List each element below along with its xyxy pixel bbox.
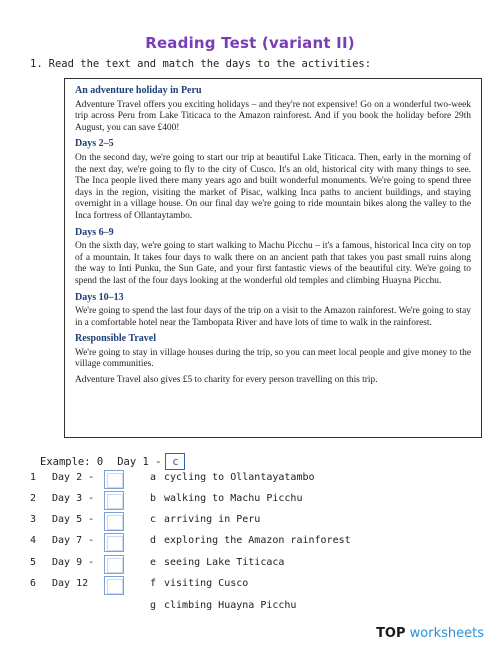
item-number: 5 [30, 557, 37, 568]
item-day: Day 12 [52, 578, 89, 589]
activity-text: seeing Lake Titicaca [164, 557, 285, 568]
activity-letter: c [150, 514, 157, 525]
text-heading: An adventure holiday in Peru [75, 85, 202, 96]
answer-input[interactable] [104, 576, 124, 595]
list-item [0, 533, 500, 553]
item-day: Day 9 - [52, 557, 95, 568]
list-item [0, 512, 500, 532]
brand-logo [376, 626, 484, 641]
activity-text: climbing Huayna Picchu [164, 600, 297, 611]
item-day: Day 2 - [52, 472, 95, 483]
answer-input[interactable] [104, 491, 124, 510]
activity-letter: d [150, 535, 157, 546]
worksheet-title: Reading Test (variant II) [145, 34, 355, 52]
reading-text-box [64, 78, 482, 438]
section-heading-days-10-13: Days 10–13 [75, 291, 124, 303]
activity-letter: g [150, 600, 157, 611]
section-body-days-2-5: On the second day, we're going to start our trip at beautiful Lake Titicaca. Then, early in the morning of the next day, we're going to fly to the city of Cusco. It's an old, historical city with many things to see. The Inca people lived there many years ago and built wonderful monuments. We're going to spend three days in the region, visiting the market of Pisac, walking Inca paths to ancient buildings, and staying overnight in a village house. On our final day we're going to ride mountain bikes along the valley to the Inca fortress of Ollantaytambo. [75, 152, 471, 221]
text-closing: Adventure Travel also gives £5 to charity for every person travelling on this trip. [75, 375, 378, 386]
list-item [0, 555, 500, 575]
item-number: 6 [30, 578, 37, 589]
section-body-responsible-travel: We're going to stay in village houses during the trip, so you can meet local people and give money to the village communities. [75, 347, 471, 370]
activity-text: walking to Machu Picchu [164, 493, 303, 504]
task-instruction [30, 58, 371, 70]
activity-text: visiting Cusco [164, 578, 249, 589]
item-number: 2 [30, 493, 37, 504]
item-day: Day 3 - [52, 493, 95, 504]
section-body-days-6-9: On the sixth day, we're going to start walking to Machu Picchu – it's a famous, historical Inca city on top of a mountain. It takes four days to walk there on an ancient path that takes you past small ruins along the way to Inti Punku, the Sun Gate, and your first fantastic views of the beautiful city. We're going to spend the last of the four days looking at the wonderful old temples and climbing Huayna Picchu. [75, 241, 471, 286]
example-day: Day 1 - [117, 455, 162, 468]
section-heading-days-6-9: Days 6–9 [75, 226, 114, 238]
activity-letter: b [150, 493, 157, 504]
activity-letter: f [150, 578, 157, 589]
list-item [0, 576, 500, 596]
example-answer-box: c [165, 453, 185, 470]
answer-input[interactable] [104, 555, 124, 574]
text-intro: Adventure Travel offers you exciting holidays – and they're not expensive! Go on a wonderful two-week trip across Peru from Lake Titicaca to the Amazon rainforest. And if you book the holiday before 29th August, you can save £400! [75, 99, 471, 133]
item-number: 4 [30, 535, 37, 546]
activity-text: cycling to Ollantayatambo [164, 472, 315, 483]
example-row [40, 453, 185, 470]
answer-input[interactable] [104, 533, 124, 552]
activity-text: exploring the Amazon rainforest [164, 535, 351, 546]
section-heading-responsible-travel: Responsible Travel [75, 333, 157, 345]
item-day: Day 7 - [52, 535, 95, 546]
activity-text: arriving in Peru [164, 514, 261, 525]
list-item [0, 598, 500, 618]
item-number: 1 [30, 472, 37, 483]
section-body-days-10-13: We're going to spend the last four days of the trip on a visit to the Amazon rainforest. We're going to stay in a comfortable hotel near the Tambopata River and have lots of time to walk in the rainforest. [75, 306, 471, 328]
brand-top: TOP [376, 626, 406, 641]
answer-input[interactable] [104, 512, 124, 531]
answer-input[interactable] [104, 470, 124, 489]
item-day: Day 5 - [52, 514, 95, 525]
activity-letter: e [150, 557, 157, 568]
item-number: 3 [30, 514, 37, 525]
brand-worksheets: worksheets [409, 626, 484, 641]
task-number: 1. [30, 58, 43, 70]
list-item [0, 470, 500, 490]
task-instruction-text: Read the text and match the days to the activities: [48, 58, 372, 70]
activity-letter: a [150, 472, 157, 483]
list-item [0, 491, 500, 511]
section-heading-days-2-5: Days 2–5 [75, 138, 114, 150]
example-label: Example: 0 [40, 455, 104, 468]
